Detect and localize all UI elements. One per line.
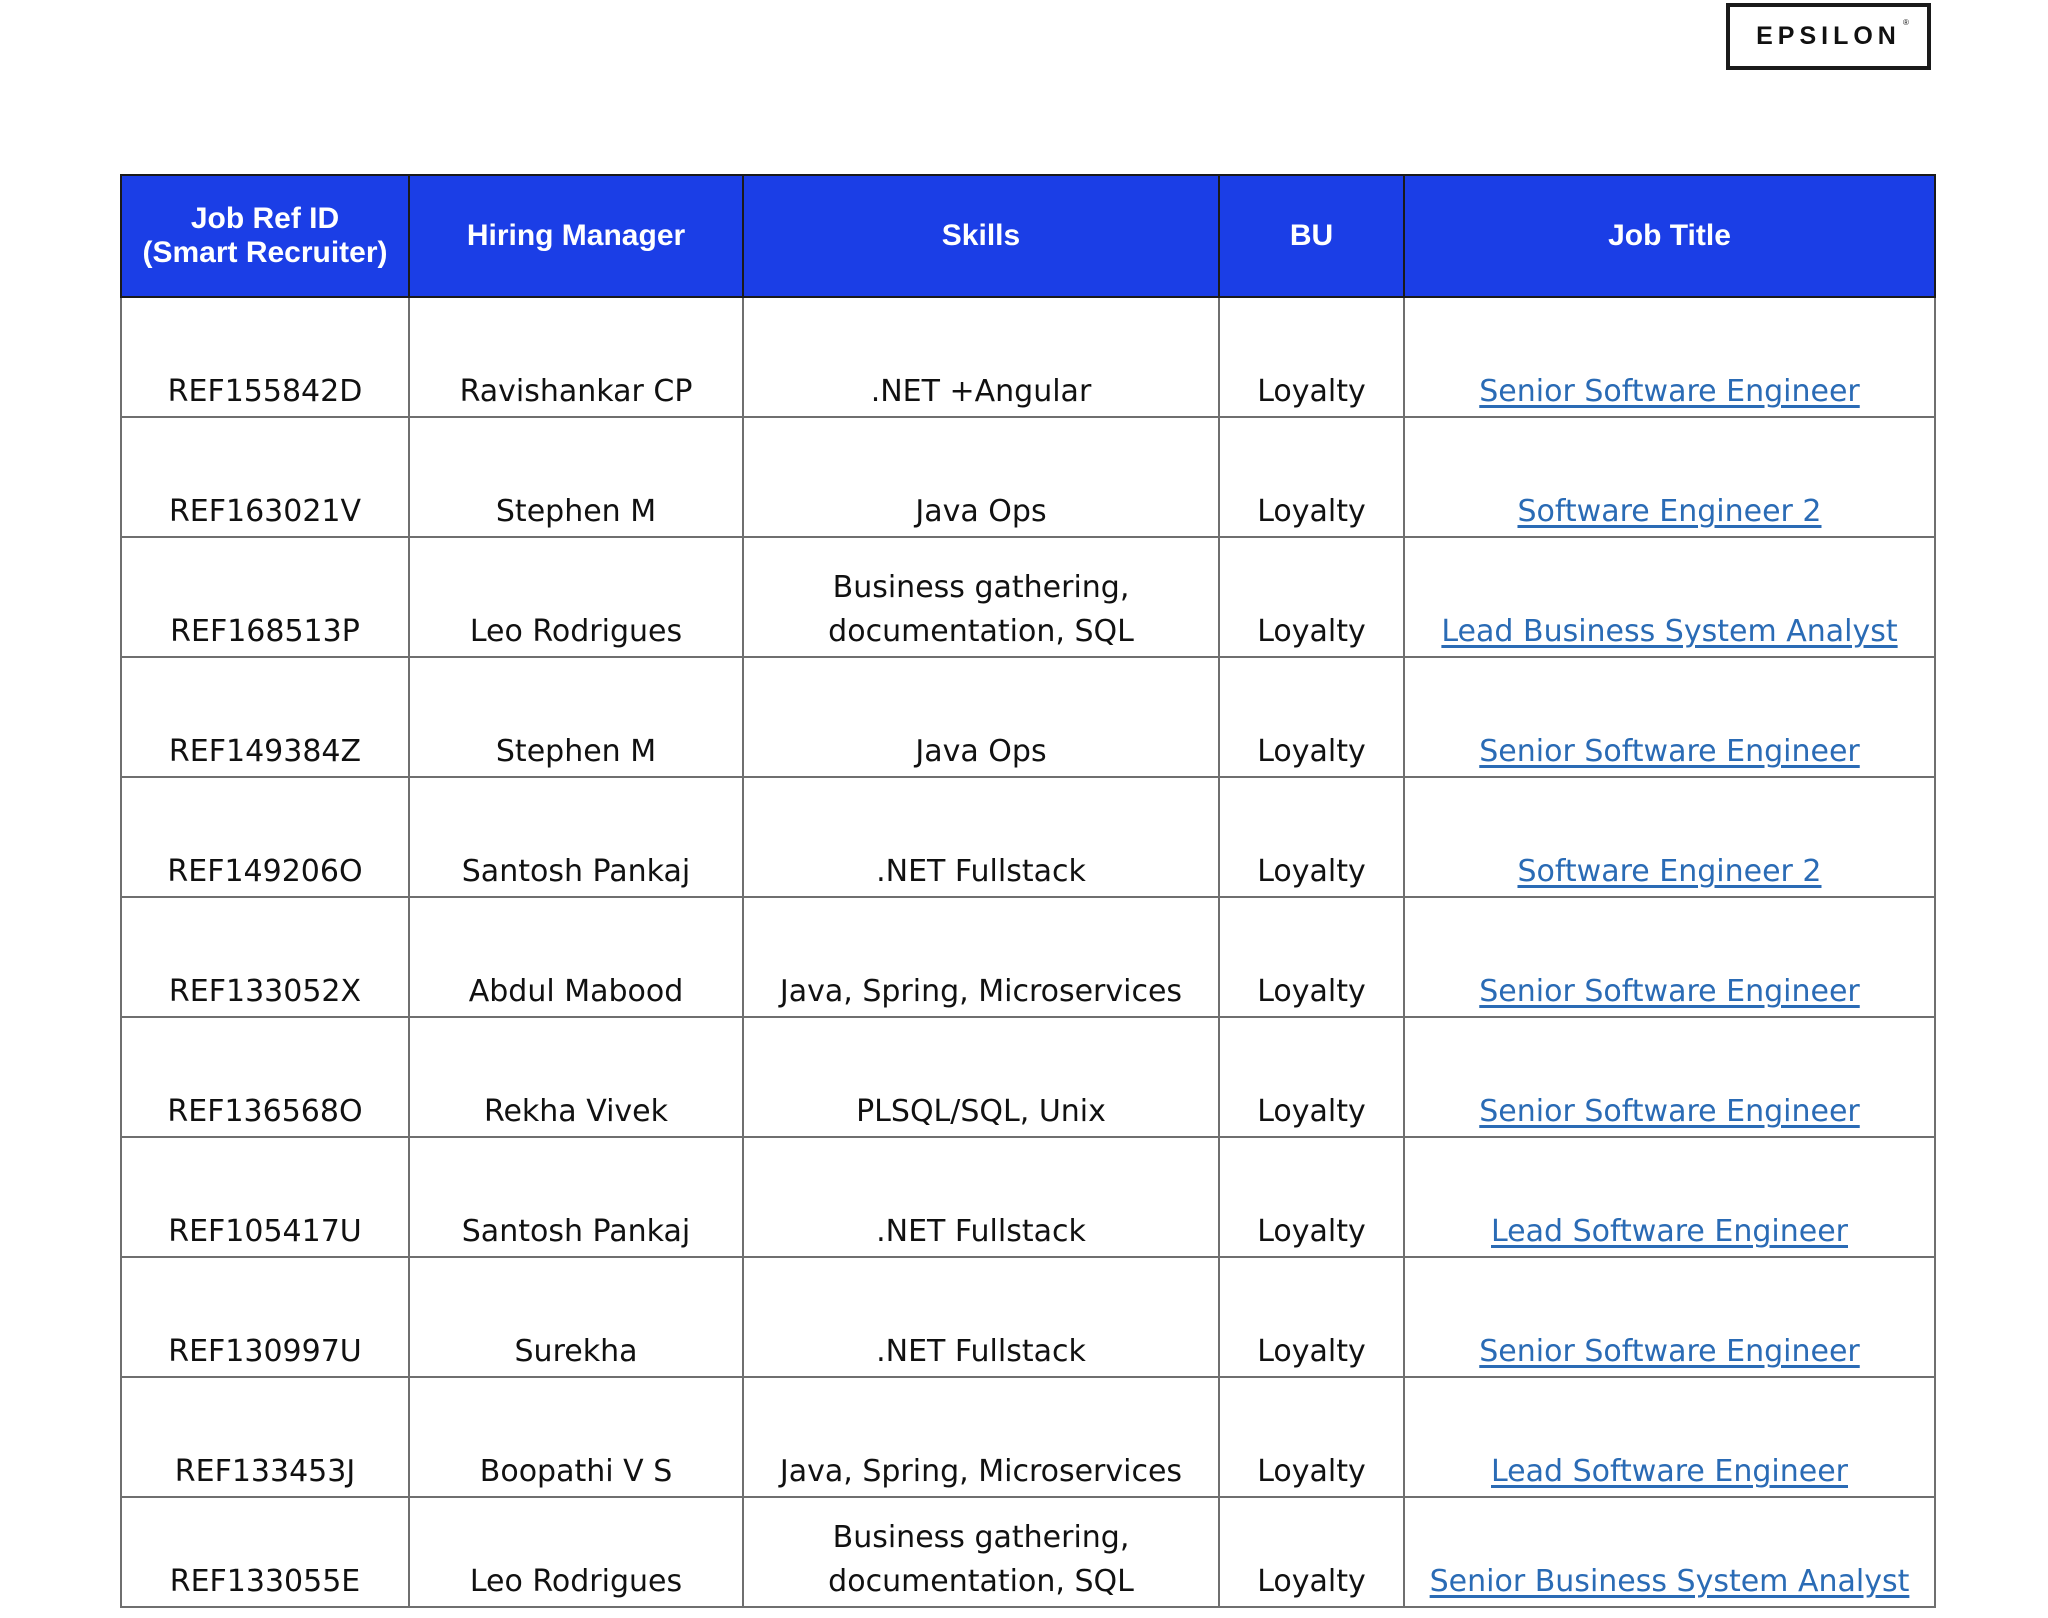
bu-cell: Loyalty bbox=[1219, 537, 1404, 657]
table-row bbox=[121, 657, 1935, 777]
job-title-link[interactable]: Senior Software Engineer bbox=[1479, 1094, 1860, 1129]
job-ref-id-cell: REF105417U bbox=[121, 1137, 409, 1257]
header-skills: Skills bbox=[743, 175, 1219, 297]
bu-cell: Loyalty bbox=[1219, 777, 1404, 897]
job-ref-id-cell: REF133052X bbox=[121, 897, 409, 1017]
hiring-manager-cell: Stephen M bbox=[409, 657, 743, 777]
job-ref-id-cell: REF163021V bbox=[121, 417, 409, 537]
skills-cell: PLSQL/SQL, Unix bbox=[743, 1017, 1219, 1137]
hiring-manager-cell: Leo Rodrigues bbox=[409, 537, 743, 657]
table-header-row bbox=[121, 175, 1935, 297]
job-title-link[interactable]: Software Engineer 2 bbox=[1517, 494, 1822, 529]
hiring-manager-cell: Ravishankar CP bbox=[409, 297, 743, 417]
header-bu: BU bbox=[1219, 175, 1404, 297]
skills-cell: .NET Fullstack bbox=[743, 777, 1219, 897]
bu-cell: Loyalty bbox=[1219, 897, 1404, 1017]
job-title-cell bbox=[1404, 1137, 1935, 1257]
job-ref-id-cell: REF133055E bbox=[121, 1497, 409, 1607]
table-row bbox=[121, 777, 1935, 897]
table-row bbox=[121, 1257, 1935, 1377]
job-ref-id-cell: REF130997U bbox=[121, 1257, 409, 1377]
skills-cell: Business gathering, documentation, SQL bbox=[743, 1497, 1219, 1607]
hiring-manager-cell: Santosh Pankaj bbox=[409, 1137, 743, 1257]
job-ref-id-cell: REF136568O bbox=[121, 1017, 409, 1137]
job-ref-id-cell: REF155842D bbox=[121, 297, 409, 417]
job-ref-id-cell: REF133453J bbox=[121, 1377, 409, 1497]
hiring-manager-cell: Surekha bbox=[409, 1257, 743, 1377]
job-title-cell bbox=[1404, 537, 1935, 657]
job-title-cell bbox=[1404, 1377, 1935, 1497]
job-title-cell bbox=[1404, 1257, 1935, 1377]
hiring-manager-cell: Abdul Mabood bbox=[409, 897, 743, 1017]
company-logo bbox=[1726, 3, 1931, 70]
job-title-link[interactable]: Senior Software Engineer bbox=[1479, 974, 1860, 1009]
job-title-cell bbox=[1404, 897, 1935, 1017]
table-row bbox=[121, 1137, 1935, 1257]
skills-cell: Java Ops bbox=[743, 417, 1219, 537]
skills-cell: Java, Spring, Microservices bbox=[743, 897, 1219, 1017]
header-job-title: Job Title bbox=[1404, 175, 1935, 297]
job-title-cell bbox=[1404, 297, 1935, 417]
bu-cell: Loyalty bbox=[1219, 417, 1404, 537]
skills-cell: .NET +Angular bbox=[743, 297, 1219, 417]
bu-cell: Loyalty bbox=[1219, 1497, 1404, 1607]
table-row bbox=[121, 417, 1935, 537]
table-row bbox=[121, 1017, 1935, 1137]
job-title-link[interactable]: Senior Software Engineer bbox=[1479, 1334, 1860, 1369]
hiring-manager-cell: Leo Rodrigues bbox=[409, 1497, 743, 1607]
bu-cell: Loyalty bbox=[1219, 1137, 1404, 1257]
job-ref-id-cell: REF149206O bbox=[121, 777, 409, 897]
bu-cell: Loyalty bbox=[1219, 1017, 1404, 1137]
job-title-link[interactable]: Lead Software Engineer bbox=[1491, 1454, 1848, 1489]
skills-cell: Java, Spring, Microservices bbox=[743, 1377, 1219, 1497]
table-row bbox=[121, 897, 1935, 1017]
job-title-link[interactable]: Lead Business System Analyst bbox=[1441, 614, 1898, 649]
hiring-manager-cell: Santosh Pankaj bbox=[409, 777, 743, 897]
skills-cell: .NET Fullstack bbox=[743, 1137, 1219, 1257]
table-row bbox=[121, 1377, 1935, 1497]
skills-cell: .NET Fullstack bbox=[743, 1257, 1219, 1377]
bu-cell: Loyalty bbox=[1219, 657, 1404, 777]
skills-cell: Java Ops bbox=[743, 657, 1219, 777]
job-title-link[interactable]: Senior Business System Analyst bbox=[1429, 1564, 1910, 1599]
table-row bbox=[121, 1497, 1935, 1607]
hiring-manager-cell: Rekha Vivek bbox=[409, 1017, 743, 1137]
skills-cell: Business gathering, documentation, SQL bbox=[743, 537, 1219, 657]
table-row bbox=[121, 297, 1935, 417]
job-title-cell bbox=[1404, 777, 1935, 897]
job-openings-table bbox=[120, 174, 1936, 1608]
job-title-link[interactable]: Lead Software Engineer bbox=[1491, 1214, 1848, 1249]
header-job-ref-id: Job Ref ID (Smart Recruiter) bbox=[121, 175, 409, 297]
hiring-manager-cell: Stephen M bbox=[409, 417, 743, 537]
header-hiring-manager: Hiring Manager bbox=[409, 175, 743, 297]
bu-cell: Loyalty bbox=[1219, 1377, 1404, 1497]
hiring-manager-cell: Boopathi V S bbox=[409, 1377, 743, 1497]
job-title-cell bbox=[1404, 1497, 1935, 1607]
job-title-link[interactable]: Senior Software Engineer bbox=[1479, 734, 1860, 769]
job-title-cell bbox=[1404, 657, 1935, 777]
job-ref-id-cell: REF149384Z bbox=[121, 657, 409, 777]
job-title-link[interactable]: Software Engineer 2 bbox=[1517, 854, 1822, 889]
job-ref-id-cell: REF168513P bbox=[121, 537, 409, 657]
logo-text: EPSILON ® bbox=[1756, 18, 1909, 50]
job-title-cell bbox=[1404, 417, 1935, 537]
bu-cell: Loyalty bbox=[1219, 297, 1404, 417]
table-row bbox=[121, 537, 1935, 657]
job-title-cell bbox=[1404, 1017, 1935, 1137]
bu-cell: Loyalty bbox=[1219, 1257, 1404, 1377]
trademark-symbol: ® bbox=[1902, 18, 1909, 27]
job-title-link[interactable]: Senior Software Engineer bbox=[1479, 374, 1860, 409]
